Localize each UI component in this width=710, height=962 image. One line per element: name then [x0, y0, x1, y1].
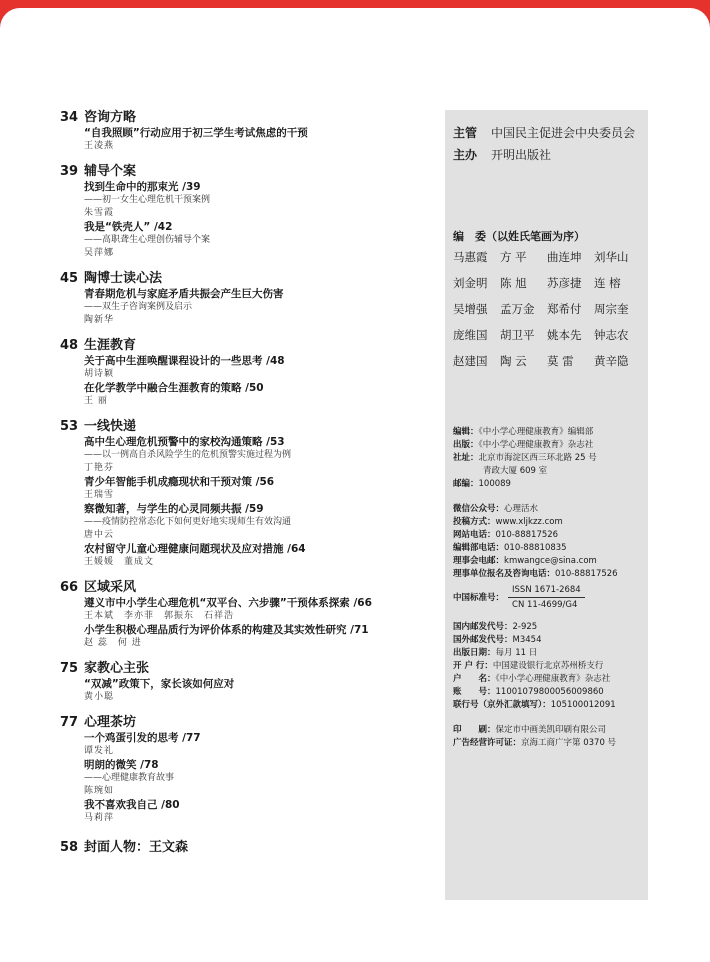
section-page-number: 53 [60, 419, 79, 434]
sponsor-row [453, 146, 551, 163]
section-header [60, 419, 430, 435]
section-page-number: 75 [60, 661, 79, 676]
article-title[interactable]: 青春期危机与家庭矛盾共振会产生巨大伤害 [84, 288, 284, 300]
article-author: 王媛媛 董成文 [84, 557, 155, 567]
toc-section [60, 164, 430, 260]
section-page-number: 66 [60, 580, 79, 595]
article-author: 陶新华 [84, 315, 115, 325]
section-page-number: 45 [60, 271, 79, 286]
article-subtitle: ——双生子咨询案例及启示 [84, 302, 193, 312]
section-title: 心理茶坊 [84, 715, 137, 730]
info-printer: 印 刷：保定市中画美凯印刷有限公司 [453, 725, 607, 735]
sponsor-value: 开明出版社 [491, 148, 552, 162]
info-wechat: 微信公众号：心理活水 [453, 504, 539, 514]
board-member-name: 曲连坤 [547, 250, 582, 264]
toc-section [60, 661, 430, 704]
section-header [60, 271, 430, 287]
article-author: 朱雪霞 [84, 208, 115, 218]
board-member-name: 周宗奎 [594, 302, 629, 316]
info-editor: 编辑：《中小学心理健康教育》编辑部 [453, 427, 594, 437]
article-title[interactable]: 在化学教学中融合生涯教育的策略 /50 [84, 382, 264, 394]
info-bank: 开 户 行：中国建设银行北京苏州桥支行 [453, 661, 604, 671]
section-page-number: 34 [60, 110, 79, 125]
article-title[interactable]: 高中生心理危机预警中的家校沟通策略 /53 [84, 436, 285, 448]
article-title[interactable]: 小学生积极心理品质行为评价体系的构建及其实效性研究 /71 [84, 624, 369, 636]
board-member-name: 赵建国 [453, 354, 488, 368]
article-author: 王 丽 [84, 396, 108, 406]
article-author: 陈琬如 [84, 786, 115, 796]
board-member-name: 陈 旭 [500, 276, 527, 290]
cover-page-number: 58 [60, 840, 79, 855]
article-author: 胡诗颖 [84, 369, 115, 379]
article-author: 王本斌 李亦菲 郭振东 石祥浩 [84, 611, 235, 621]
section-title: 辅导个案 [84, 164, 137, 179]
section-title: 区域采风 [84, 580, 137, 595]
section-header [60, 338, 430, 354]
article-author: 谭发礼 [84, 746, 115, 756]
toc-section [60, 110, 430, 153]
info-domestic-code: 国内邮发代号：2-925 [453, 622, 538, 632]
info-ad-license: 广告经营许可证：京海工商广字第 0370 号 [453, 738, 617, 748]
article-author: 吴萍娜 [84, 248, 115, 258]
info-publish-date: 出版日期：每月 11 日 [453, 648, 538, 658]
board-member-name: 姚本先 [547, 328, 582, 342]
article-subtitle: ——初一女生心理危机干预案例 [84, 195, 211, 205]
article-author: 马莉萍 [84, 813, 115, 823]
info-website-phone: 网站电话：010-88817526 [453, 530, 559, 540]
board-member-name: 郑希付 [547, 302, 582, 316]
board-member-name: 吴增强 [453, 302, 488, 316]
article-title[interactable]: 明朗的微笑 /78 [84, 759, 159, 771]
board-member-name: 庞维国 [453, 328, 488, 342]
sponsor-label: 主办 [453, 148, 478, 162]
cover-label: 封面人物：王文森 [84, 840, 189, 855]
article-title[interactable]: 我是“铁壳人” /42 [84, 221, 173, 233]
publication-info [453, 426, 648, 750]
board-member-name: 莫 雷 [547, 354, 574, 368]
article-author: 王凌燕 [84, 141, 115, 151]
toc-section [60, 419, 430, 569]
board-member-name: 胡卫平 [500, 328, 535, 342]
cover-person-entry[interactable] [60, 836, 430, 855]
board-member-name: 黄辛隐 [594, 354, 629, 368]
article-title[interactable]: 农村留守儿童心理健康问题现状及应对措施 /64 [84, 543, 306, 555]
article-subtitle: ——高职聋生心理创伤辅导个案 [84, 235, 211, 245]
article-title[interactable]: 我不喜欢我自己 /80 [84, 799, 180, 811]
article-title[interactable]: “双减”政策下，家长该如何应对 [84, 678, 235, 690]
article-title[interactable]: 关于高中生涯唤醒课程设计的一些思考 /48 [84, 355, 285, 367]
article-author: 黄小聪 [84, 692, 115, 702]
board-member-name: 刘金明 [453, 276, 488, 290]
info-consult-phone: 理事单位报名及咨询电话：010-88817526 [453, 569, 618, 579]
editorial-board-heading: 编 委（以姓氏笔画为序） [453, 230, 585, 243]
article-author: 丁艳芬 [84, 463, 115, 473]
info-foreign-code: 国外邮发代号：M3454 [453, 635, 542, 645]
board-member-name: 方 平 [500, 250, 527, 264]
article-title[interactable]: 找到生命中的那束光 /39 [84, 181, 201, 193]
toc-section [60, 271, 430, 327]
supervisor-row [453, 124, 635, 141]
info-publisher: 出版：《中小学心理健康教育》杂志社 [453, 440, 594, 450]
toc-section [60, 580, 430, 650]
section-page-number: 39 [60, 164, 79, 179]
supervisor-label: 主管 [453, 126, 478, 140]
section-header [60, 110, 430, 126]
masthead-panel [445, 110, 648, 900]
section-page-number: 48 [60, 338, 79, 353]
article-title[interactable]: “自我照顾”行动应用于初三学生考试焦虑的干预 [84, 127, 308, 139]
supervisor-value: 中国民主促进会中央委员会 [491, 126, 636, 140]
article-author: 王瑞雪 [84, 490, 115, 500]
info-zip: 邮编：100089 [453, 479, 511, 489]
table-of-contents [60, 110, 430, 855]
info-bank-code: 联行号（京外汇款填写）：105100012091 [453, 700, 616, 710]
info-account-number: 账 号：11001079800056009860 [453, 687, 604, 697]
article-title[interactable]: 察微知著，与学生的心灵同频共振 /59 [84, 503, 264, 515]
board-member-name: 钟志农 [594, 328, 629, 342]
article-title[interactable]: 青少年智能手机成瘾现状和干预对策 /56 [84, 476, 275, 488]
article-author: 赵 蕊 何 进 [84, 638, 142, 648]
section-header [60, 580, 430, 596]
board-member-name: 孟万金 [500, 302, 535, 316]
article-subtitle: ——心理健康教育故事 [84, 773, 175, 783]
section-header [60, 715, 430, 731]
board-member-name: 刘华山 [594, 250, 629, 264]
section-title: 生涯教育 [84, 338, 137, 353]
toc-section [60, 338, 430, 408]
info-council-email: 理事会电邮：kmwangce@sina.com [453, 556, 597, 566]
article-author: 唐中云 [84, 530, 115, 540]
section-title: 家教心主张 [84, 661, 150, 676]
article-subtitle: ——疫情防控常态化下如何更好地实现师生有效沟通 [84, 517, 292, 527]
section-title: 陶博士读心法 [84, 271, 163, 286]
section-page-number: 77 [60, 715, 79, 730]
section-header [60, 164, 430, 180]
section-title: 咨询方略 [84, 110, 137, 125]
info-account-name: 户 名：《中小学心理健康教育》杂志社 [453, 674, 611, 684]
board-member-name: 马惠霞 [453, 250, 488, 264]
board-member-name: 连 榕 [594, 276, 621, 290]
board-member-name: 苏彦捷 [547, 276, 582, 290]
info-issn: 中国标准号： ISSN 1671-2684 CN 11-4699/G4 [453, 581, 648, 613]
info-address-line2: 青政大厦 609 室 [483, 466, 548, 476]
board-member-name: 陶 云 [500, 354, 527, 368]
editorial-board-names [453, 250, 648, 368]
section-title: 一线快递 [84, 419, 137, 434]
info-address: 社址：北京市海淀区西三环北路 25 号 [453, 453, 597, 463]
article-title[interactable]: 一个鸡蛋引发的思考 /77 [84, 732, 201, 744]
section-header [60, 661, 430, 677]
article-subtitle: ——以一例高自杀风险学生的危机预警实施过程为例 [84, 450, 292, 460]
info-submission: 投稿方式：www.xljkzz.com [453, 517, 563, 527]
article-title[interactable]: 遵义市中小学生心理危机“双平台、六步骤”干预体系探索 /66 [84, 597, 372, 609]
toc-section [60, 715, 430, 825]
info-editorial-phone: 编辑部电话：010-88810835 [453, 543, 567, 553]
